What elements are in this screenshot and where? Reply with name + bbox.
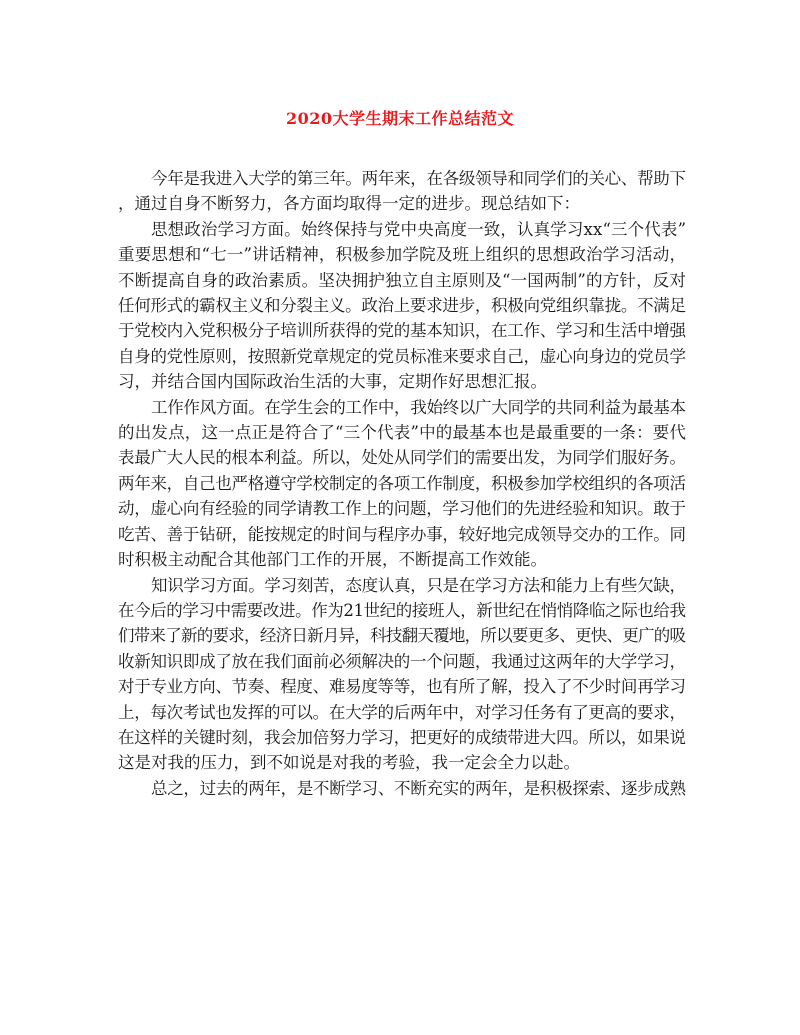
text-line: 这是对我的压力，到不如说是对我的考验，我一定会全力以赴。 (118, 753, 580, 773)
paragraph (118, 166, 686, 217)
paragraph (118, 395, 686, 573)
paragraph (118, 217, 686, 395)
text-line: 工作作风方面。在学生会的工作中，我始终以广大同学的共同利益为最基本 (151, 397, 686, 417)
text-line: 时积极主动配合其他部门工作的开展，不断提高工作效能。 (118, 550, 547, 570)
text-line: 在这样的关键时刻，我会加倍努力学习，把更好的成绩带进大四。所以，如果说 (118, 727, 686, 747)
text-line: 总之，过去的两年，是不断学习、不断充实的两年，是积极探索、逐步成熟 (151, 778, 686, 798)
paragraph (118, 573, 686, 776)
text-line: 表最广大人民的根本利益。所以，处处从同学们的需要出发，为同学们服好务。 (118, 448, 686, 468)
paragraph (118, 776, 686, 801)
document-title: 2020大学生期末工作总结范文 (285, 109, 515, 128)
text-line: 习，并结合国内国际政治生活的大事，定期作好思想汇报。 (118, 372, 547, 392)
text-line: 们带来了新的要求，经济日新月异，科技翻天覆地，所以要更多、更快、更广的吸 (118, 626, 686, 646)
text-line: 知识学习方面。学习刻苦，态度认真，只是在学习方法和能力上有些欠缺， (151, 575, 686, 595)
text-line: 不断提高自身的政治素质。坚决拥护独立自主原则及“一国两制”的方针，反对 (118, 270, 687, 290)
text-line: 于党校内入党积极分子培训所获得的党的基本知识，在工作、学习和生活中增强 (118, 321, 686, 341)
text-line: 上，每次考试也发挥的可以。在大学的后两年中，对学习任务有了更高的要求， (118, 702, 686, 722)
text-line: 思想政治学习方面。始终保持与党中央高度一致，认真学习xx“三个代表” (151, 219, 687, 239)
text-line: 自身的党性原则，按照新党章规定的党员标准来要求自己，虚心向身边的党员学 (118, 346, 686, 366)
text-line: 两年来，自己也严格遵守学校制定的各项工作制度，积极参加学校组织的各项活 (118, 473, 686, 493)
text-line: ，通过自身不断努力，各方面均取得一定的进步。现总结如下： (118, 194, 580, 214)
text-line: 动，虚心向有经验的同学请教工作上的问题，学习他们的先进经验和知识。敢于 (118, 499, 686, 519)
text-line: 的出发点，这一点正是符合了“三个代表”中的最基本也是最重要的一条：要代 (118, 423, 687, 443)
text-line: 对于专业方向、节奏、程度、难易度等等，也有所了解，投入了不少时间再学习 (118, 677, 686, 697)
text-line: 任何形式的霸权主义和分裂主义。政治上要求进步，积极向党组织靠拢。不满足 (118, 296, 686, 316)
text-line: 在今后的学习中需要改进。作为21世纪的接班人，新世纪在悄悄降临之际也给我 (118, 600, 686, 620)
text-line: 今年是我进入大学的第三年。两年来，在各级领导和同学们的关心、帮助下 (151, 169, 686, 188)
text-line: 收新知识即成了放在我们面前必须解决的一个问题，我通过这两年的大学学习， (118, 651, 686, 671)
text-line: 重要思想和“七一”讲话精神，积极参加学院及班上组织的思想政治学习活动， (118, 245, 687, 265)
document-body (118, 166, 686, 801)
text-line: 吃苦、善于钻研，能按规定的时间与程序办事，较好地完成领导交办的工作。同 (118, 524, 686, 544)
